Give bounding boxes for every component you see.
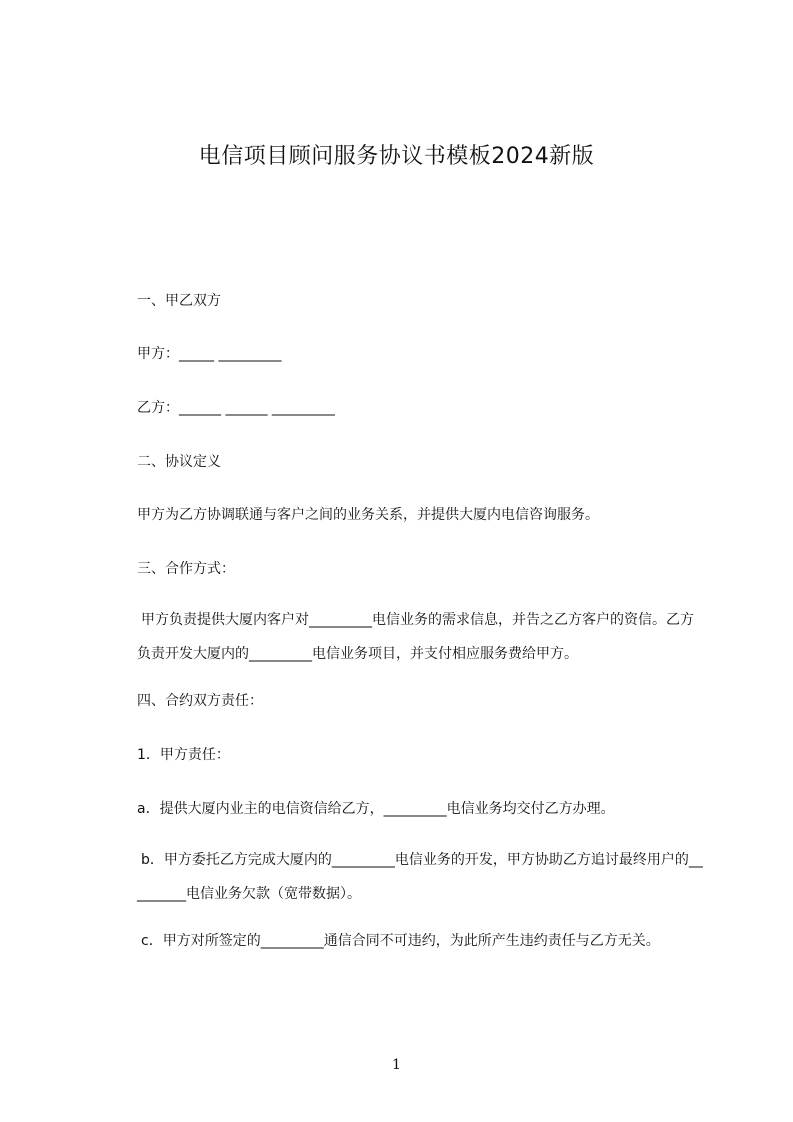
definition-text: 甲方为乙方协调联通与客户之间的业务关系，并提供大厦内电信咨询服务。 <box>137 507 599 523</box>
party-a-responsibility-heading: 1．甲方责任： <box>137 747 230 763</box>
party-a-line: 甲方：_____ _________ <box>137 346 282 362</box>
cooperation-text: 甲方负责提供大厦内客户对_________电信业务的需求信息，并告之乙方客户的资信。乙方负责开发大厦内的_________电信业务项目，并支付相应服务费给甲方。 <box>137 612 694 662</box>
page-number: 1 <box>392 1057 401 1073</box>
responsibility-item-a: a．提供大厦内业主的电信资信给乙方，_________电信业务均交付乙方办理。 <box>137 801 615 817</box>
section-heading-definition: 二、协议定义 <box>137 454 221 470</box>
section-heading-parties: 一、甲乙双方 <box>137 293 221 309</box>
section-heading-responsibilities: 四、合约双方责任： <box>137 693 263 709</box>
document-title: 电信项目顾问服务协议书模板2024新版 <box>198 144 595 169</box>
section-heading-cooperation: 三、合作方式： <box>137 561 235 577</box>
responsibility-item-b: b．甲方委托乙方完成大厦内的_________电信业务的开发，甲方协助乙方追讨最终用户的_________电信业务欠款（宽带数据）。 <box>137 852 703 902</box>
party-b-line: 乙方：______ ______ _________ <box>137 400 335 416</box>
responsibility-item-c: c．甲方对所签定的_________通信合同不可违约，为此所产生违约责任与乙方无关。 <box>141 933 660 949</box>
